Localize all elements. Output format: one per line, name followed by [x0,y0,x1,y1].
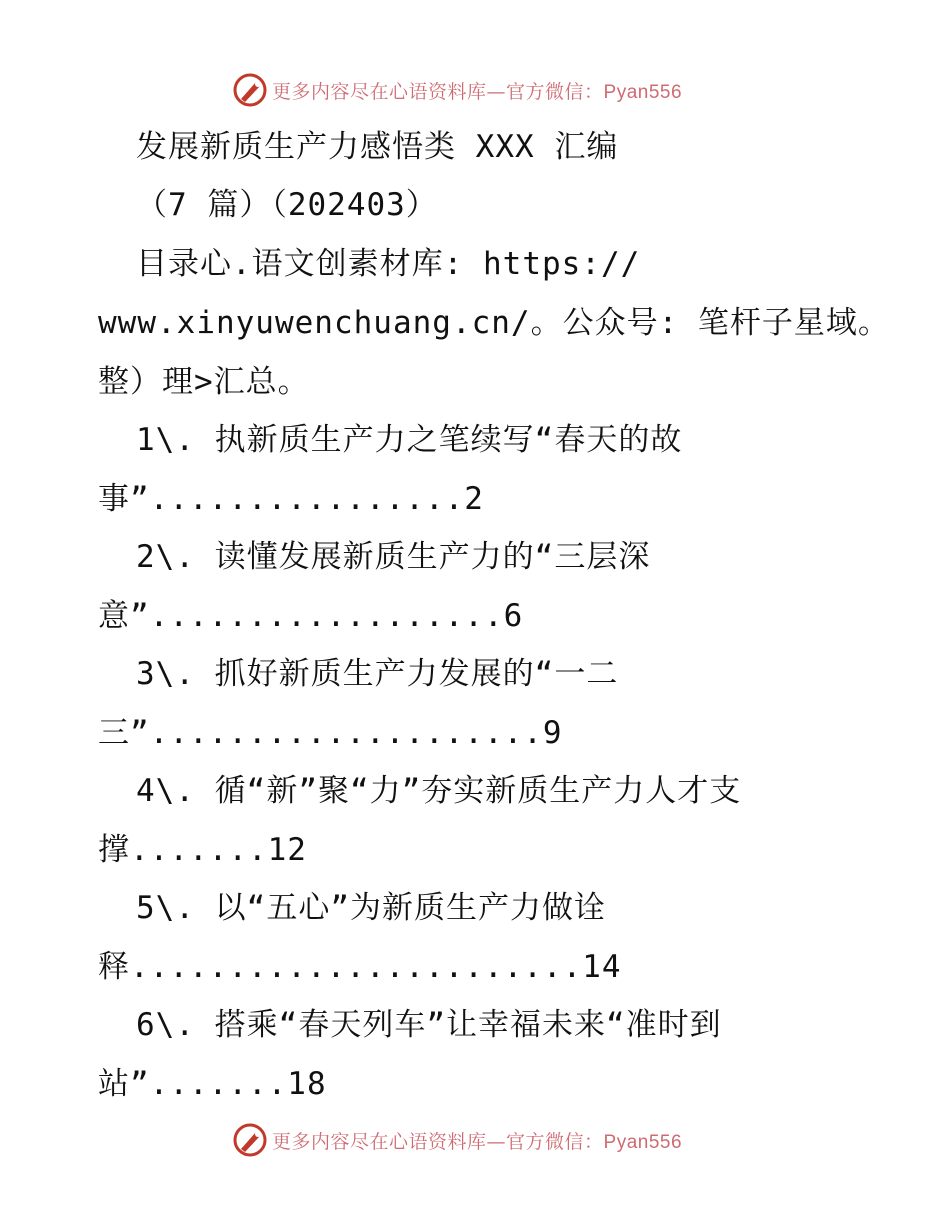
document-title-line-2: （7 篇）（202403） [136,187,438,223]
watermark-text: 更多内容尽在心语资料库—官方微信：Pyan556 [272,80,683,103]
toc-item-6-page: 站”.......18 [98,1066,327,1102]
intro-line-1: 目录心.语文创素材库: https:// [136,246,641,282]
watermark-banner-bottom [232,1120,712,1160]
toc-item-2-page: 意”..................6 [98,598,524,634]
toc-item-4: 4\. 循“新”聚“力”夯实新质生产力人才支 [136,773,742,809]
toc-item-3-page: 三”....................9 [98,715,563,751]
toc-item-5-page: 释.......................14 [98,949,622,985]
toc-item-5: 5\. 以“五心”为新质生产力做诠 [136,890,606,926]
document-title-line-1: 发展新质生产力感悟类 XXX 汇编 [136,129,619,165]
toc-item-6: 6\. 搭乘“春天列车”让幸福未来“准时到 [136,1007,722,1043]
watermark-banner-top [232,70,712,110]
toc-item-4-page: 撑.......12 [98,832,307,868]
toc-item-3: 3\. 抓好新质生产力发展的“一二 [136,656,619,692]
toc-item-1: 1\. 执新质生产力之笔续写“春天的故 [136,422,683,458]
pen-logo-icon [232,1122,268,1158]
intro-line-2: www.xinyuwenchuang.cn/。公众号: 笔杆子星域。 [98,305,890,341]
watermark-text: 更多内容尽在心语资料库—官方微信：Pyan556 [272,1130,683,1153]
intro-line-3: 整）理>汇总。 [98,364,310,400]
toc-item-2: 2\. 读懂发展新质生产力的“三层深 [136,539,651,575]
toc-item-1-page: 事”................2 [98,481,484,517]
pen-logo-icon [232,72,268,108]
